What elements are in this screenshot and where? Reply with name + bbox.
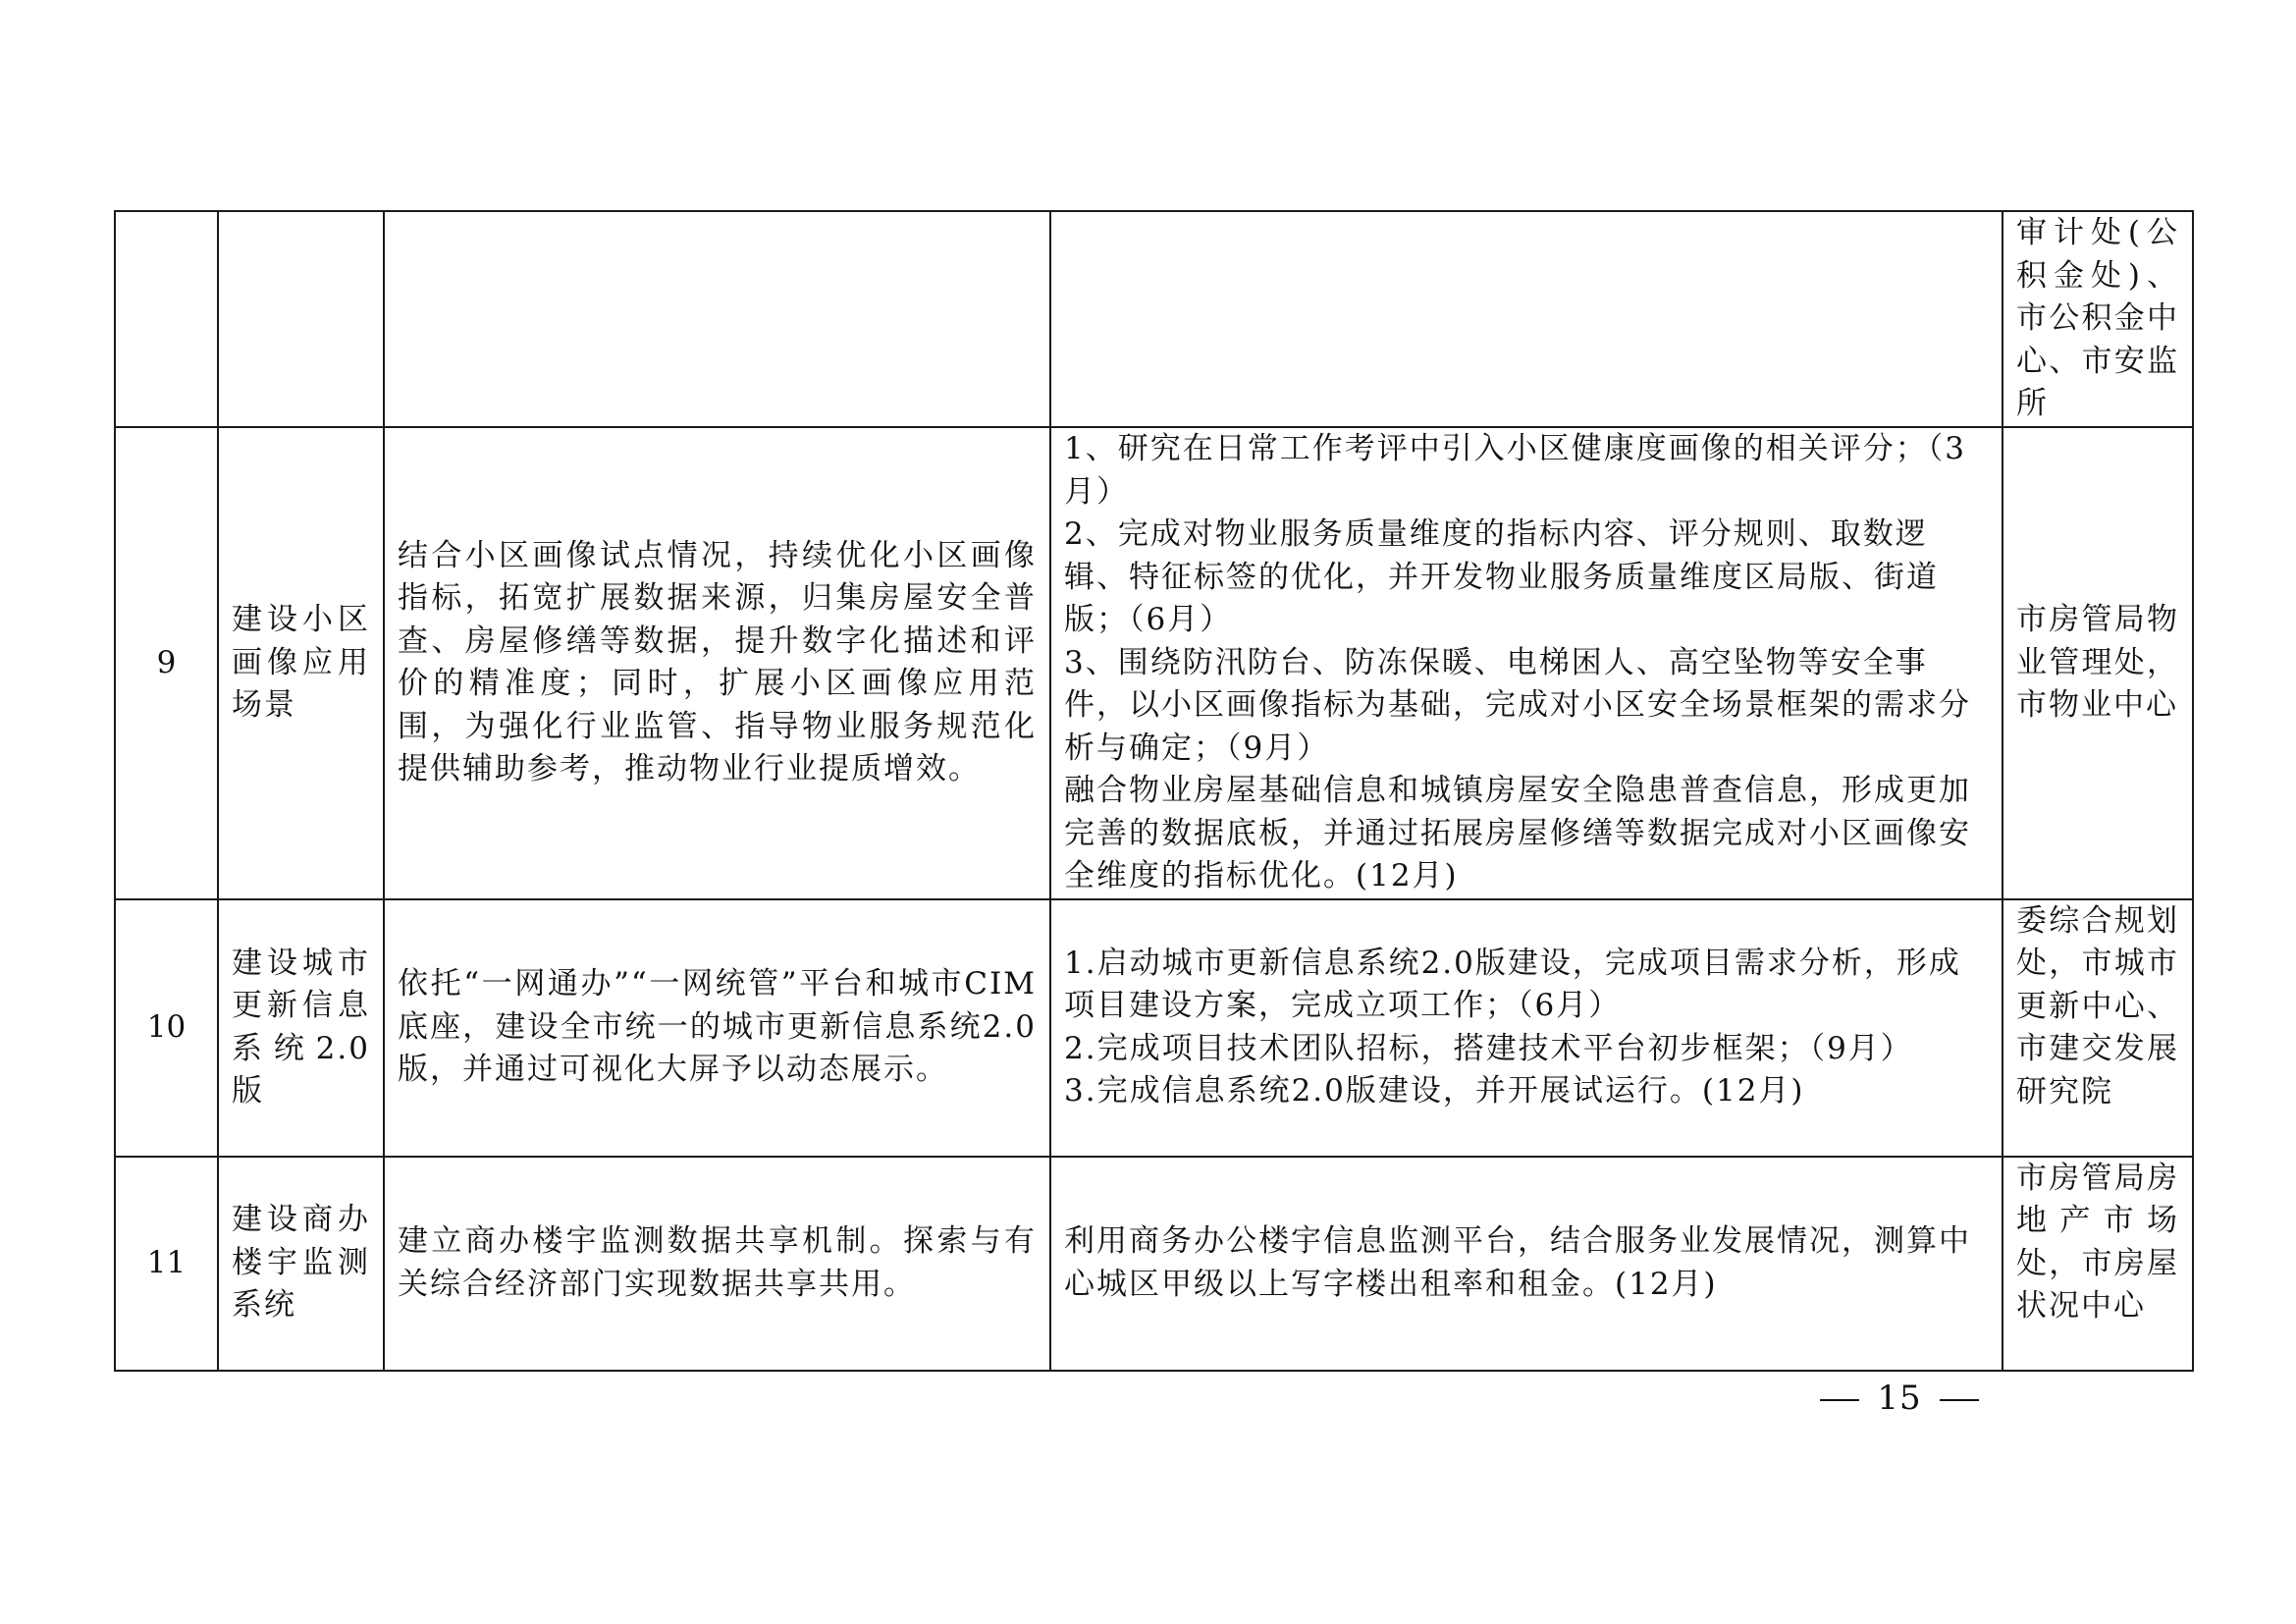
responsible-unit-cell: 委综合规划处，市城市更新中心、市建交发展研究院 bbox=[2002, 899, 2193, 1157]
responsible-unit-cell: 审计处(公积金处)、市公积金中心、市安监所 bbox=[2002, 211, 2193, 427]
milestones-cell bbox=[1050, 1157, 2002, 1371]
work-content-cell bbox=[384, 211, 1050, 427]
tasks-table bbox=[114, 210, 2194, 1372]
project-name-cell: 建设小区画像应用场景 bbox=[218, 427, 384, 899]
milestones-cell bbox=[1050, 427, 2002, 899]
page-footer bbox=[1811, 1379, 1988, 1418]
work-content-cell: 建立商办楼宇监测数据共享机制。探索与有关综合经济部门实现数据共享共用。 bbox=[384, 1157, 1050, 1371]
table-row bbox=[115, 1157, 2193, 1371]
row-number-cell: 11 bbox=[115, 1157, 218, 1371]
table-row bbox=[115, 427, 2193, 899]
milestone-item: 2、完成对物业服务质量维度的指标内容、评分规则、取数逻辑、特征标签的优化，并开发物业服务质量维度区局版、街道版；（6月） bbox=[1064, 516, 1939, 637]
milestone-item: 1、研究在日常工作考评中引入小区健康度画像的相关评分；（3月） bbox=[1064, 431, 1966, 510]
responsible-unit-cell: 市房管局房地产市场处，市房屋状况中心 bbox=[2002, 1157, 2193, 1371]
table-row bbox=[115, 899, 2193, 1157]
milestone-item: 3、围绕防汛防台、防冻保暖、电梯困人、高空坠物等安全事件，以小区画像指标为基础，完成对小区安全场景框架的需求分析与确定；（9月） bbox=[1064, 644, 1971, 766]
page-number: 15 bbox=[1877, 1379, 1922, 1418]
milestone-item: 融合物业房屋基础信息和城镇房屋安全隐患普查信息，形成更加完善的数据底板，并通过拓展房屋修缮等数据完成对小区画像安全维度的指标优化。(12月) bbox=[1064, 773, 1971, 893]
page-number-right-dash bbox=[1940, 1399, 1979, 1401]
milestones-cell bbox=[1050, 899, 2002, 1157]
milestone-item: 2.完成项目技术团队招标，搭建技术平台初步框架；（9月） bbox=[1064, 1030, 1913, 1066]
work-content-cell: 依托“一网通办”“一网统管”平台和城市CIM底座，建设全市统一的城市更新信息系统2.0版，并通过可视化大屏予以动态展示。 bbox=[384, 899, 1050, 1157]
milestone-item: 1.启动城市更新信息系统2.0版建设，完成项目需求分析，形成项目建设方案，完成立项工作；（6月） bbox=[1064, 945, 1961, 1023]
project-name-cell bbox=[218, 211, 384, 427]
milestones-cell bbox=[1050, 211, 2002, 427]
responsible-unit-cell: 市房管局物业管理处，市物业中心 bbox=[2002, 427, 2193, 899]
row-number-cell: 9 bbox=[115, 427, 218, 899]
row-number-cell bbox=[115, 211, 218, 427]
project-name-cell: 建设商办楼宇监测系统 bbox=[218, 1157, 384, 1371]
milestone-item: 3.完成信息系统2.0版建设，并开展试运行。(12月) bbox=[1064, 1073, 1805, 1109]
work-content-cell: 结合小区画像试点情况，持续优化小区画像指标，拓宽扩展数据来源，归集房屋安全普查、房屋修缮等数据，提升数字化描述和评价的精准度；同时，扩展小区画像应用范围，为强化行业监管、指导物业服务规范化提供辅助参考，推动物业行业提质增效。 bbox=[384, 427, 1050, 899]
milestone-item: 利用商务办公楼宇信息监测平台，结合服务业发展情况，测算中心城区甲级以上写字楼出租率和租金。(12月) bbox=[1064, 1223, 1971, 1302]
row-number-cell: 10 bbox=[115, 899, 218, 1157]
project-name-cell: 建设城市更新信息系统2.0版 bbox=[218, 899, 384, 1157]
page-number-left-dash bbox=[1820, 1399, 1859, 1401]
table-row bbox=[115, 211, 2193, 427]
